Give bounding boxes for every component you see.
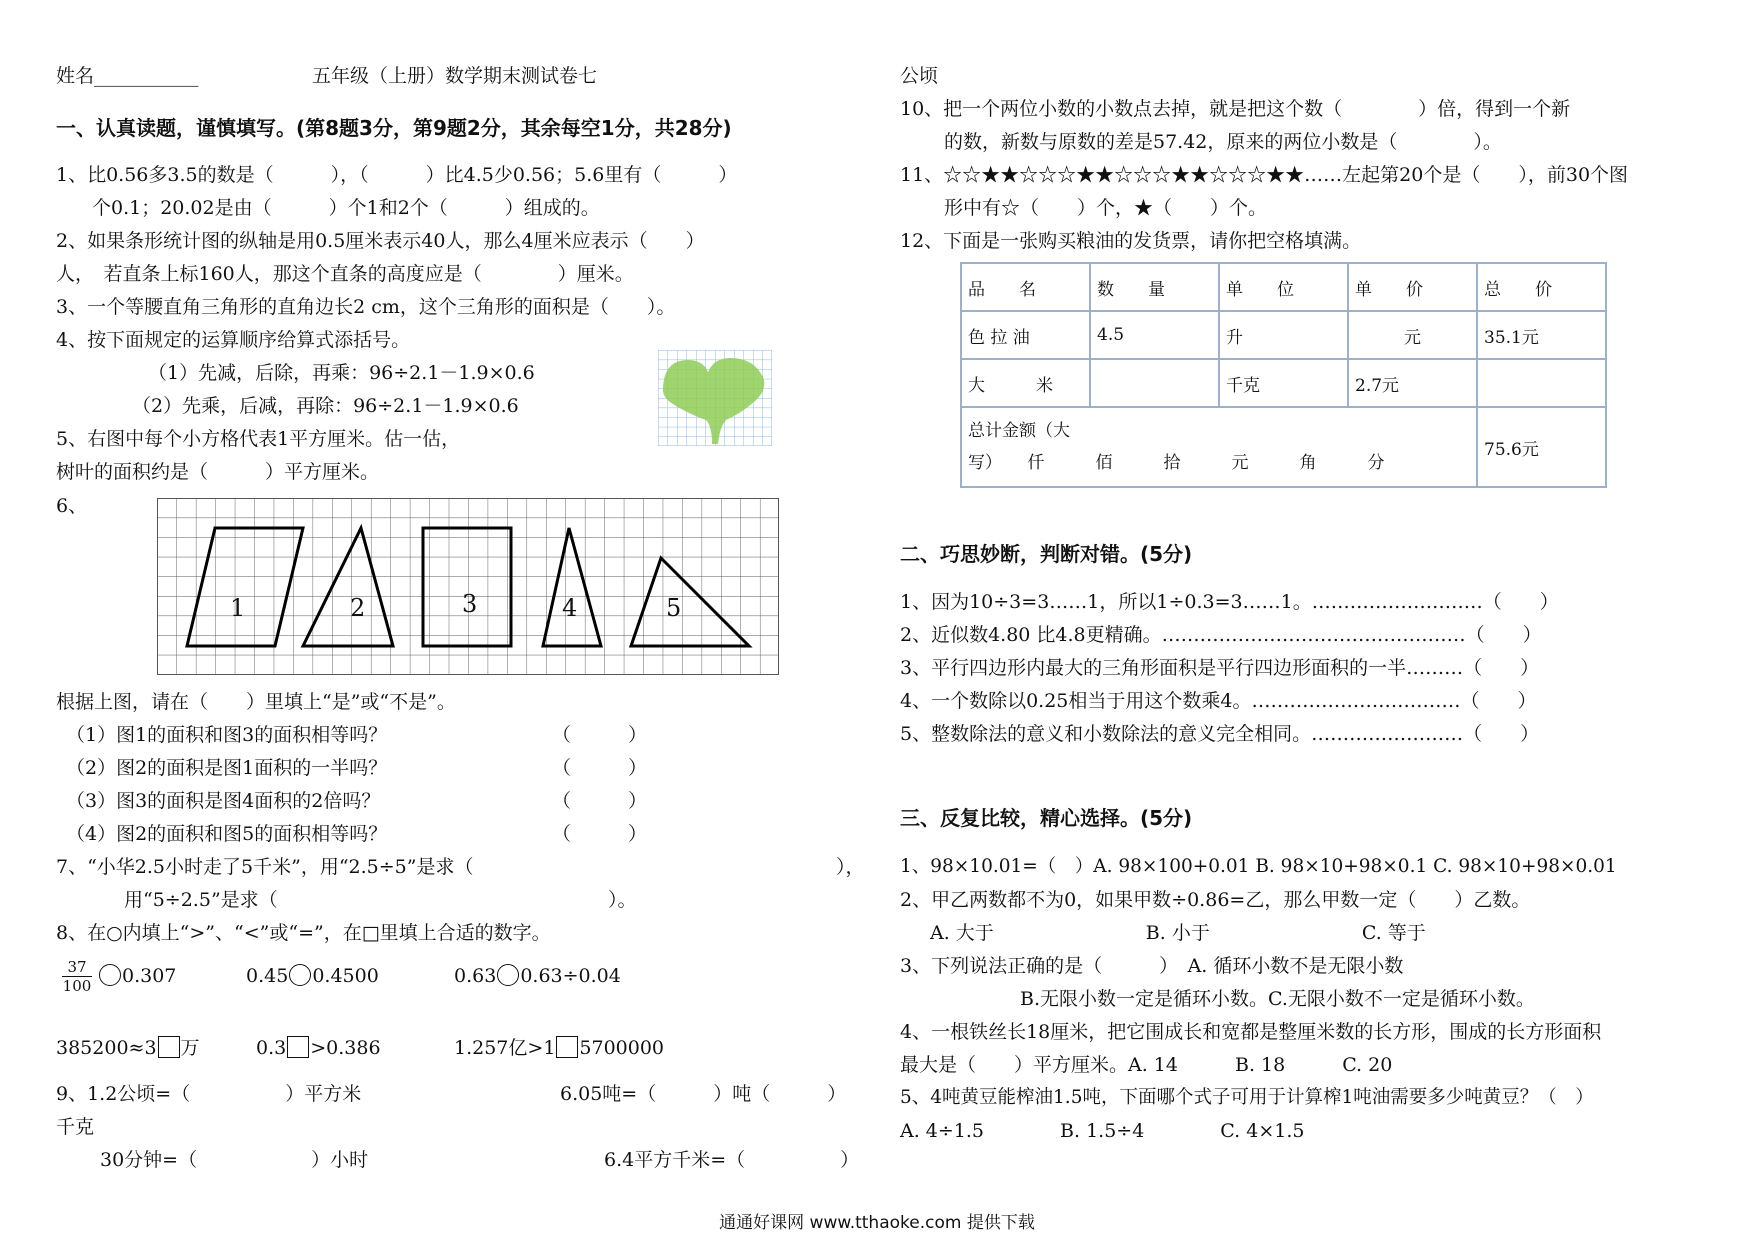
judge-item-4: 4、一个数除以0.25相当于用这个数乘4。……………………………（ ） — [900, 690, 1537, 712]
q7-line1-end: ）， — [836, 856, 865, 878]
q6-answer-1[interactable]: （ ） — [552, 724, 648, 746]
q8-compare-c: 0.63 0.63÷0.04 — [454, 965, 621, 987]
q9-b: 6.05吨=（ ）吨（ ） — [560, 1083, 847, 1105]
receipt-cell: 升 — [1219, 311, 1348, 359]
receipt-header-unit: 单 位 — [1219, 263, 1348, 311]
choice-q5: 5、4吨黄豆能榨油1.5吨，下面哪个式子可用于计算榨1吨油需要多少吨黄豆？（ ） — [900, 1087, 1594, 1108]
choice-q2-options: A. 大于 B. 小于 C. 等于 — [930, 922, 1426, 944]
q8: 8、在○内填上“>”、“<”或“=”，在□里填上合适的数字。 — [56, 922, 551, 944]
q6-label: 6、 — [56, 495, 88, 517]
q6-answer-3[interactable]: （ ） — [552, 790, 648, 812]
choice-q3: 3、下列说法正确的是（ ） A. 循环小数不是无限小数 — [900, 955, 1404, 977]
q6-answer-4[interactable]: （ ） — [552, 823, 648, 845]
exam-title: 五年级（上册）数学期末测试卷七 — [312, 65, 598, 87]
judge-item-5: 5、整数除法的意义和小数除法的意义完全相同。……………………（ ） — [900, 723, 1540, 745]
choice-q2: 2、甲乙两数都不为0，如果甲数÷0.86=乙，那么甲数一定（ ）乙数。 — [900, 889, 1531, 911]
q10-line2: 的数，新数与原数的差是57.42，原来的两位小数是（ ）。 — [944, 131, 1502, 153]
figure-2-label: 2 — [350, 594, 366, 622]
q11-line1: 11、☆☆★★☆☆☆★★☆☆☆★★☆☆☆★★……左起第20个是（ ），前30个图 — [900, 164, 1629, 186]
receipt-cell-blank[interactable]: 元 — [1348, 311, 1477, 359]
receipt-cell: 千克 — [1219, 359, 1348, 407]
figure-3-label: 3 — [462, 590, 478, 618]
q6-item-1: （1）图1的面积和图3的面积相等吗？ — [66, 724, 388, 746]
q10-line1: 10、把一个两位小数的小数点去掉，就是把这个数（ ）倍，得到一个新 — [900, 98, 1571, 120]
section-1-heading: 一、认真读题，谨慎填写。(第8题3分，第9题2分，其余每空1分，共28分) — [56, 116, 732, 140]
compare-circle[interactable] — [99, 964, 121, 986]
q8-fraction — [62, 958, 92, 995]
q5-line2: 树叶的面积约是（ ）平方厘米。 — [56, 461, 380, 483]
judge-item-3: 3、平行四边形内最大的三角形面积是平行四边形面积的一半………（ ） — [900, 657, 1540, 679]
q1-line2: 个0.1；20.02是由（ ）个1和2个（ ）组成的。 — [92, 197, 600, 219]
q2-line1: 2、如果条形统计图的纵轴是用0.5厘米表示40人，那么4厘米应表示（ ） — [56, 230, 705, 252]
q12: 12、下面是一张购买粮油的发货票，请你把空格填满。 — [900, 230, 1362, 252]
section-3-heading: 三、反复比较，精心选择。(5分) — [900, 806, 1193, 830]
receipt-cell: 色 拉 油 — [961, 311, 1090, 359]
receipt-cell: 35.1元 — [1477, 311, 1606, 359]
compare-circle[interactable] — [289, 964, 311, 986]
q9-continuation: 公顷 — [900, 65, 939, 87]
judge-item-1: 1、因为10÷3=3……1，所以1÷0.3=3……1。………………………（ ） — [900, 591, 1559, 613]
q7-line1: 7、“小华2.5小时走了5千米”，用“2.5÷5”是求（ — [56, 856, 474, 878]
receipt-cell-blank[interactable] — [1090, 359, 1219, 407]
figure-4-label: 4 — [562, 594, 578, 622]
shapes-grid-figure — [157, 498, 779, 675]
fraction-denominator: 100 — [62, 977, 92, 995]
q6-item-2: （2）图2的面积是图1面积的一半吗？ — [66, 757, 388, 779]
receipt-total-words[interactable] — [961, 407, 1477, 487]
q8-fill-d: 385200≈3 万 — [56, 1037, 200, 1059]
q1-line1: 1、比0.56多3.5的数是（ ），（ ）比4.5少0.56；5.6里有（ ） — [56, 164, 738, 186]
q5-line1: 5、右图中每个小方格代表1平方厘米。估一估， — [56, 428, 461, 450]
q3: 3、一个等腰直角三角形的直角边长2 cm，这个三角形的面积是（ ）。 — [56, 296, 676, 318]
digit-box[interactable] — [556, 1036, 578, 1058]
receipt-header-name: 品 名 — [961, 263, 1090, 311]
choice-q3-options: B.无限小数一定是循环小数。C.无限小数不一定是循环小数。 — [1020, 988, 1535, 1010]
fraction-numerator: 37 — [67, 958, 87, 976]
digit-box[interactable] — [287, 1036, 309, 1058]
receipt-table — [960, 262, 1607, 488]
q9-d: 30分钟=（ ）小时 — [100, 1149, 369, 1171]
q8-fill-f: 1.257亿>1 5700000 — [454, 1037, 665, 1059]
figure-1-label: 1 — [230, 594, 246, 622]
q6-intro: 根据上图，请在（ ）里填上“是”或“不是”。 — [56, 691, 456, 713]
footer-credit: 通通好课网 www.tthaoke.com 提供下载 — [719, 1213, 1035, 1233]
student-name-field[interactable]: 姓名___________ — [56, 65, 199, 87]
q7-line2-end: ）。 — [608, 889, 637, 911]
section-2-heading: 二、巧思妙断，判断对错。(5分) — [900, 542, 1193, 566]
q6-item-4: （4）图2的面积和图5的面积相等吗？ — [66, 823, 388, 845]
figure-5-label: 5 — [666, 594, 682, 622]
q6-item-3: （3）图3的面积是图4面积的2倍吗？ — [66, 790, 381, 812]
total-words-units: 写） 仟 佰 拾 元 角 分 — [968, 453, 1385, 473]
judge-item-2: 2、近似数4.80 比4.8更精确。…………………………………………（ ） — [900, 624, 1542, 646]
receipt-cell: 4.5 — [1090, 311, 1219, 359]
q8-compare-a: 0.307 — [98, 964, 176, 988]
receipt-cell: 2.7元 — [1348, 359, 1477, 407]
total-words-label: 总计金额（大 — [968, 421, 1070, 441]
receipt-header-price: 单 价 — [1348, 263, 1477, 311]
receipt-header-qty: 数 量 — [1090, 263, 1219, 311]
q4-part1: （1）先减，后除，再乘：96÷2.1－1.9×0.6 — [148, 362, 535, 384]
q4-part2: （2）先乘，后减，再除：96÷2.1－1.9×0.6 — [132, 395, 519, 417]
q7-line2: 用“5÷2.5”是求（ — [124, 889, 278, 911]
choice-q1: 1、98×10.01=（ ）A. 98×100+0.01 B. 98×10+98×0.1 C. 98×10+98×0.01 — [900, 856, 1617, 877]
choice-q5-options: A. 4÷1.5 B. 1.5÷4 C. 4×1.5 — [900, 1120, 1305, 1142]
q9-e: 6.4平方千米=（ ） — [604, 1149, 860, 1171]
q2-line2: 人， 若直条上标160人，那这个直条的高度应是（ ）厘米。 — [56, 263, 634, 285]
leaf-grid-figure — [658, 350, 772, 446]
q4: 4、按下面规定的运算顺序给算式添括号。 — [56, 329, 411, 351]
digit-box[interactable] — [158, 1036, 180, 1058]
q9-a: 9、1.2公顷=（ ）平方米 — [56, 1083, 362, 1105]
choice-q4-line1: 4、一根铁丝长18厘米，把它围成长和宽都是整厘米数的长方形，围成的长方形面积 — [900, 1021, 1602, 1043]
q8-compare-b: 0.45 0.4500 — [246, 965, 379, 987]
receipt-cell-blank[interactable] — [1477, 359, 1606, 407]
receipt-cell: 大 米 — [961, 359, 1090, 407]
q6-answer-2[interactable]: （ ） — [552, 757, 648, 779]
choice-q4-line2: 最大是（ ）平方厘米。A. 14 B. 18 C. 20 — [900, 1054, 1393, 1076]
receipt-total-amount: 75.6元 — [1477, 407, 1606, 487]
q9-c: 千克 — [56, 1116, 95, 1138]
q8-fill-e: 0.3 >0.386 — [256, 1037, 381, 1059]
q11-line2: 形中有☆（ ）个，★（ ）个。 — [944, 197, 1268, 219]
receipt-header-total: 总 价 — [1477, 263, 1606, 311]
compare-circle[interactable] — [497, 964, 519, 986]
